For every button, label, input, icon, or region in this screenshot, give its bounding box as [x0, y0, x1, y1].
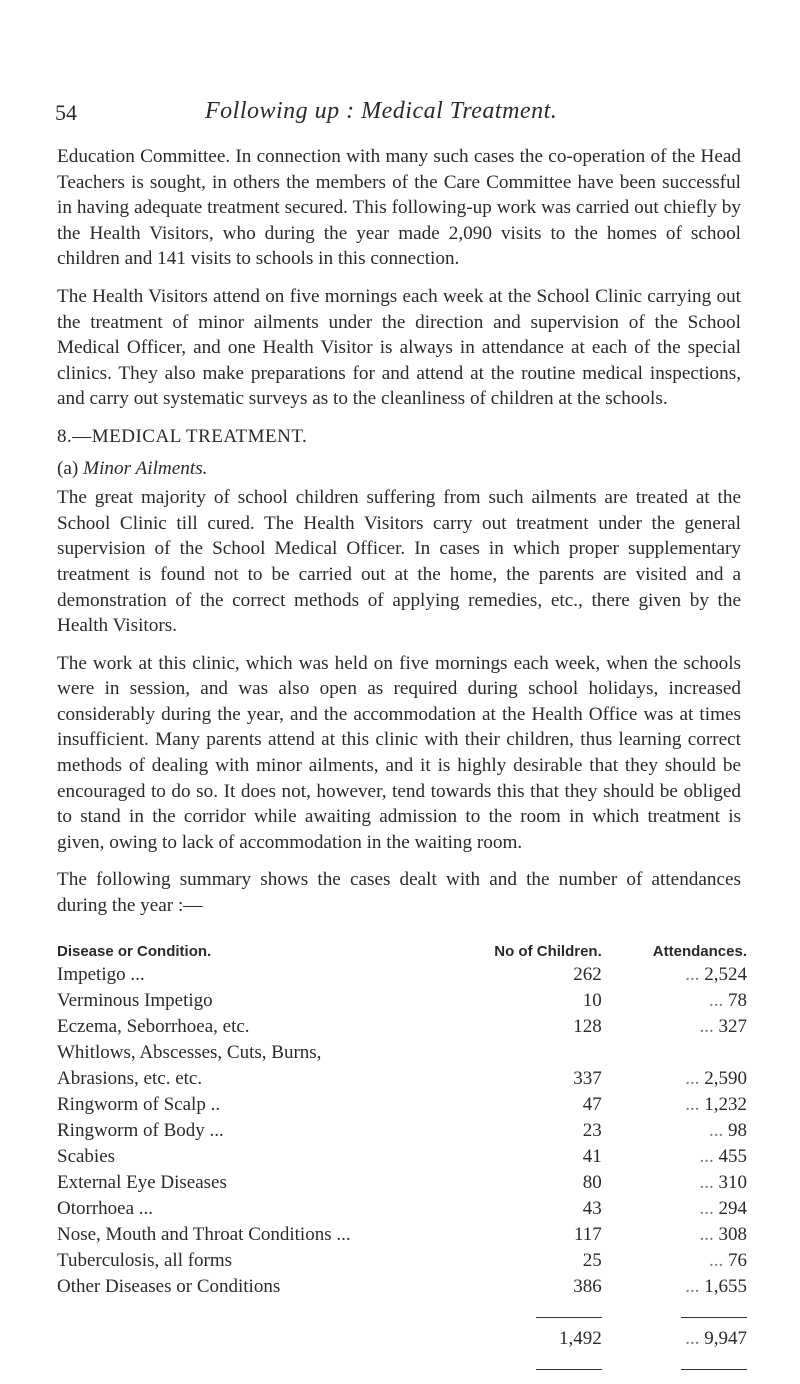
attendances-cell	[602, 1038, 747, 1064]
divider	[536, 1369, 602, 1370]
children-cell: 47	[582, 1094, 602, 1115]
children-cell: 41	[582, 1146, 602, 1167]
attendances-value: 76	[728, 1250, 747, 1271]
divider	[536, 1317, 602, 1318]
attendances-value: 294	[718, 1198, 747, 1219]
rule-row	[57, 1298, 747, 1324]
paragraph: Education Committee. In connection with many such cases the co-operation of the Head Teachers is sought, in others the members of the Care Committee have been successful in having adequate treatment secured. This following-up work was carried out chiefly by the Health Visitors, who during the year made 2,090 visits to the homes of school children and 141 visits to schools in this connection.	[57, 146, 741, 270]
paragraph: The following summary shows the cases dealt with and the number of attendances during the year :—	[57, 869, 741, 917]
page-number: 54	[55, 100, 77, 125]
attendances-cell: ... 310	[699, 1172, 747, 1193]
divider	[681, 1369, 747, 1370]
total-children: 1,492	[559, 1328, 602, 1349]
table-body	[57, 960, 747, 1298]
column-header-attendances: Attendances.	[652, 943, 747, 960]
attendances-cell: ... 76	[709, 1250, 747, 1271]
children-cell: 386	[573, 1276, 602, 1297]
attendances-value: 308	[718, 1224, 747, 1245]
disease-cell: Other Diseases or Conditions	[57, 1276, 281, 1297]
attendances-value: 78	[728, 990, 747, 1011]
table-header-row	[57, 938, 747, 960]
disease-cell: Ringworm of Body ...	[57, 1120, 224, 1141]
table-row	[57, 1116, 747, 1142]
table-row	[57, 1142, 747, 1168]
column-header-children: No of Children.	[494, 943, 602, 960]
children-cell: 337	[573, 1068, 602, 1089]
children-cell	[468, 1038, 602, 1064]
children-cell: 10	[582, 990, 602, 1011]
table-row	[57, 1168, 747, 1194]
table-row	[57, 1064, 747, 1090]
total-attendances: 9,947	[704, 1328, 747, 1349]
disease-cell: Impetigo ...	[57, 964, 145, 985]
attendances-cell: ... 455	[699, 1146, 747, 1167]
attendances-value: 2,524	[704, 964, 747, 985]
table-row	[57, 1220, 747, 1246]
table-row	[57, 1194, 747, 1220]
children-cell: 80	[582, 1172, 602, 1193]
attendances-value: 1,655	[704, 1276, 747, 1297]
disease-cell: Otorrhoea ...	[57, 1198, 154, 1219]
table-row	[57, 986, 747, 1012]
attendances-cell: ... 294	[699, 1198, 747, 1219]
attendances-cell: ... 1,655	[685, 1276, 747, 1297]
attendances-value: 1,232	[704, 1094, 747, 1115]
table-row	[57, 1012, 747, 1038]
attendances-cell: ... 98	[709, 1120, 747, 1141]
table-row	[57, 1038, 747, 1064]
children-cell: 117	[573, 1224, 602, 1245]
children-cell: 128	[573, 1016, 602, 1037]
attendances-cell: ... 78	[709, 990, 747, 1011]
attendances-value: 310	[718, 1172, 747, 1193]
disease-cell: Ringworm of Scalp ..	[57, 1094, 221, 1115]
body-text	[57, 144, 741, 931]
attendances-cell: ... 1,232	[685, 1094, 747, 1115]
attendances-value: 327	[718, 1016, 747, 1037]
attendances-value: 2,590	[704, 1068, 747, 1089]
summary-table	[57, 938, 747, 1376]
total-row	[57, 1324, 747, 1350]
disease-cell: External Eye Diseases	[57, 1172, 227, 1193]
attendances-cell: ... 327	[699, 1016, 747, 1037]
divider	[681, 1317, 747, 1318]
attendances-cell: ... 2,590	[685, 1068, 747, 1089]
disease-cell: Scabies	[57, 1146, 116, 1167]
paragraph: The work at this clinic, which was held on five mornings each week, when the schools were in session, and was also open as required during school holidays, increased considerably during the year, and the accommodation at the Health Office was at times insufficient. Many parents attend at this clinic with their children, thus learning correct methods of dealing with minor ailments, and it is highly desirable that they should be encouraged to do so. It does not, however, tend towards this that they should be obliged to stand in the corridor while awaiting admission to the room in which treatment is given, owing to lack of accommodation in the waiting room.	[57, 652, 741, 853]
table-row	[57, 1246, 747, 1272]
disease-cell: Nose, Mouth and Throat Conditions ...	[57, 1224, 351, 1245]
disease-cell: Verminous Impetigo	[57, 990, 213, 1011]
attendances-value: 98	[728, 1120, 747, 1141]
running-title: Following up : Medical Treatment.	[205, 98, 558, 124]
attendances-value: 455	[718, 1146, 747, 1167]
children-cell: 43	[582, 1198, 602, 1219]
table-row	[57, 960, 747, 986]
attendances-cell: ... 2,524	[685, 964, 747, 985]
disease-cell: Eczema, Seborrhoea, etc.	[57, 1016, 250, 1037]
disease-cell: Whitlows, Abscesses, Cuts, Burns,	[57, 1042, 322, 1063]
disease-cell: Tuberculosis, all forms	[57, 1250, 233, 1271]
paragraph: The great majority of school children suffering from such ailments are treated at the School Clinic till cured. The Health Visitors carry out treatment under the general supervision of the School Medical Officer. In cases in which proper supplementary treatment is found not to be carried out at the home, the parents are visited and a demonstration of the correct methods of applying remedies, etc., there given by the Health Visitors.	[57, 487, 741, 637]
subsection-title: Minor Ailments.	[83, 457, 208, 479]
table-row	[57, 1090, 747, 1116]
subsection-heading	[57, 456, 741, 482]
subsection-label: (a)	[57, 457, 79, 479]
disease-cell: Abrasions, etc. etc.	[57, 1068, 203, 1089]
children-cell: 262	[573, 964, 602, 985]
column-header-disease: Disease or Condition.	[57, 943, 212, 960]
total-attendances-cell: ... 9,947	[685, 1328, 747, 1349]
children-cell: 23	[582, 1120, 602, 1141]
page-header	[55, 100, 740, 140]
rule-row	[57, 1350, 747, 1376]
section-heading: 8.—MEDICAL TREATMENT.	[57, 425, 308, 447]
table-row	[57, 1272, 747, 1298]
attendances-cell: ... 308	[699, 1224, 747, 1245]
children-cell: 25	[582, 1250, 602, 1271]
paragraph: The Health Visitors attend on five mornings each week at the School Clinic carrying out the treatment of minor ailments under the direction and supervision of the School Medical Officer, and one Health Visitor is always in attendance at each of the special clinics. They also make preparations for and attend at the routine medical inspections, and carry out systematic surveys as to the cleanliness of children at the schools.	[57, 285, 741, 410]
